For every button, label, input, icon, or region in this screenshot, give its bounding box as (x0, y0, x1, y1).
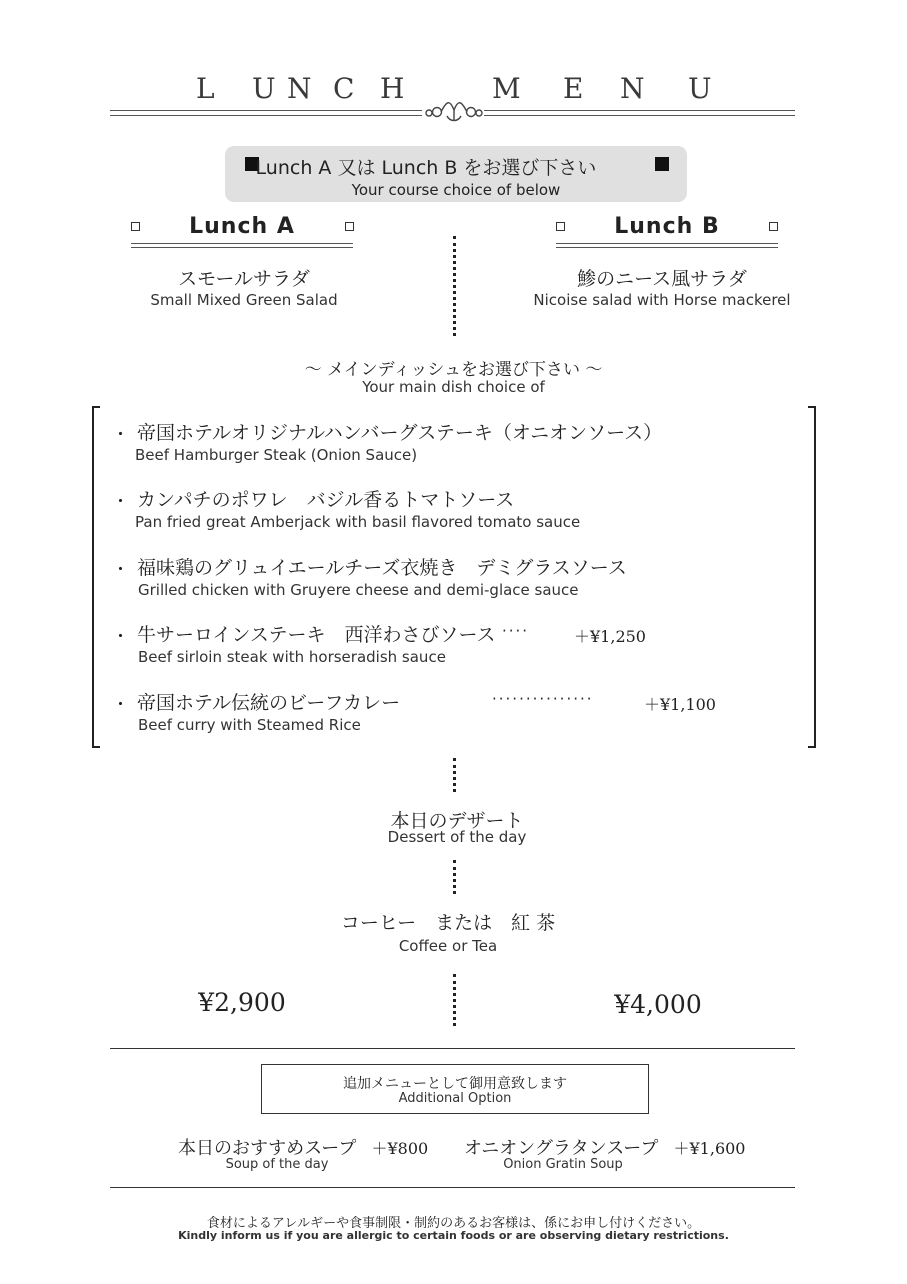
lunch-a-label: Lunch A (189, 214, 295, 239)
allergy-note-en: Kindly inform us if you are allergic to certain foods or are observing dietary restrictions. (178, 1229, 729, 1242)
dessert-en: Dessert of the day (387, 828, 527, 846)
bracket-right (808, 406, 816, 748)
main-choice-en: Your main dish choice of (362, 378, 545, 396)
dotted-divider (453, 758, 456, 792)
main-dish-item (112, 418, 792, 468)
allergy-note-jp: 食材によるアレルギーや食事制限・制約のあるお客様は、係にお申し付けください。 (206, 1216, 701, 1231)
main-choice-jp: ～ メインディッシュをお選び下さい ～ (304, 360, 603, 380)
dish-leader-dots: ··············· (492, 690, 594, 708)
title-letter: L (196, 72, 215, 105)
title-rule-right (484, 110, 795, 116)
dish-surcharge: ＋¥1,100 (644, 695, 716, 714)
title-letter: U (688, 72, 712, 105)
lunch-a-salad-jp: スモールサラダ (178, 268, 310, 290)
addon-price: ＋¥1,600 (673, 1139, 746, 1158)
bracket-left (92, 406, 100, 748)
square-bullet-icon (655, 157, 669, 171)
lunch-b-label: Lunch B (614, 214, 720, 239)
main-dish-item (112, 485, 792, 535)
dish-name-en: Beef sirloin steak with horseradish sauce (138, 648, 446, 666)
title-letter: N (620, 72, 645, 105)
title-letter: H (380, 72, 405, 105)
main-dish-item (112, 620, 792, 670)
dish-surcharge: ＋¥1,250 (574, 627, 646, 646)
lunch-a-price: ¥2,900 (198, 988, 286, 1017)
course-choice-jp: Lunch A 又は Lunch B をお選び下さい (255, 157, 597, 179)
flourish-ornament-icon (423, 96, 485, 124)
drink-jp: コーヒー または 紅 茶 (340, 912, 556, 934)
section-divider (110, 1187, 795, 1188)
section-divider (110, 1048, 795, 1049)
course-choice-en: Your course choice of below (351, 181, 561, 199)
lunch-a-salad-en: Small Mixed Green Salad (150, 291, 338, 309)
addon-price: ＋¥800 (371, 1139, 429, 1158)
title-letter: C (333, 72, 355, 105)
dish-bullet: ・ (112, 492, 129, 512)
title-letter: M (492, 72, 521, 105)
dish-bullet: ・ (112, 425, 129, 445)
dotted-divider (453, 974, 456, 1026)
dotted-divider (453, 860, 456, 894)
dish-name-en: Beef Hamburger Steak (Onion Sauce) (135, 446, 418, 464)
dish-bullet: ・ (112, 560, 129, 580)
dish-name-jp: 帝国ホテルオリジナルハンバーグステーキ（オニオンソース） (137, 422, 663, 444)
dish-name-jp: 牛サーロインステーキ 西洋わさびソース (137, 624, 496, 646)
lunch-a-rule (131, 243, 353, 248)
lunch-b-salad-jp: 鯵のニース風サラダ (577, 268, 747, 290)
additional-jp: 追加メニューとして御用意致します (343, 1076, 567, 1092)
addon-name-en: Onion Gratin Soup (503, 1157, 623, 1172)
title-rule-left (110, 110, 422, 116)
dish-bullet: ・ (112, 695, 129, 715)
dish-name-jp: カンパチのポワレ バジル香るトマトソース (137, 489, 515, 511)
drink-en: Coffee or Tea (398, 937, 498, 955)
dish-name-en: Pan fried great Amberjack with basil flavored tomato sauce (135, 513, 581, 531)
dessert-jp: 本日のデザート (390, 810, 524, 832)
addon-name-jp: オニオングラタンスープ (464, 1138, 659, 1159)
addon-name-en: Soup of the day (225, 1157, 329, 1172)
additional-en: Additional Option (398, 1091, 512, 1106)
addon-name-jp: 本日のおすすめスープ (178, 1138, 357, 1159)
lunch-b-price: ¥4,000 (614, 990, 702, 1019)
dotted-divider (453, 236, 456, 336)
dish-name-jp: 福味鶏のグリュイエールチーズ衣焼き デミグラスソース (137, 557, 627, 579)
title-letter: U (252, 72, 276, 105)
dish-bullet: ・ (112, 627, 129, 647)
dish-name-en: Beef curry with Steamed Rice (138, 716, 361, 734)
main-dish-item (112, 553, 792, 603)
dish-name-jp: 帝国ホテル伝統のビーフカレー (137, 692, 401, 714)
title-letter: N (287, 72, 312, 105)
dish-leader-dots: ···· (502, 622, 530, 640)
title-letter: E (563, 72, 584, 105)
lunch-b-rule (556, 243, 778, 248)
main-dish-item (112, 688, 792, 738)
dish-name-en: Grilled chicken with Gruyere cheese and demi-glace sauce (138, 581, 579, 599)
lunch-b-salad-en: Nicoise salad with Horse mackerel (533, 291, 791, 309)
